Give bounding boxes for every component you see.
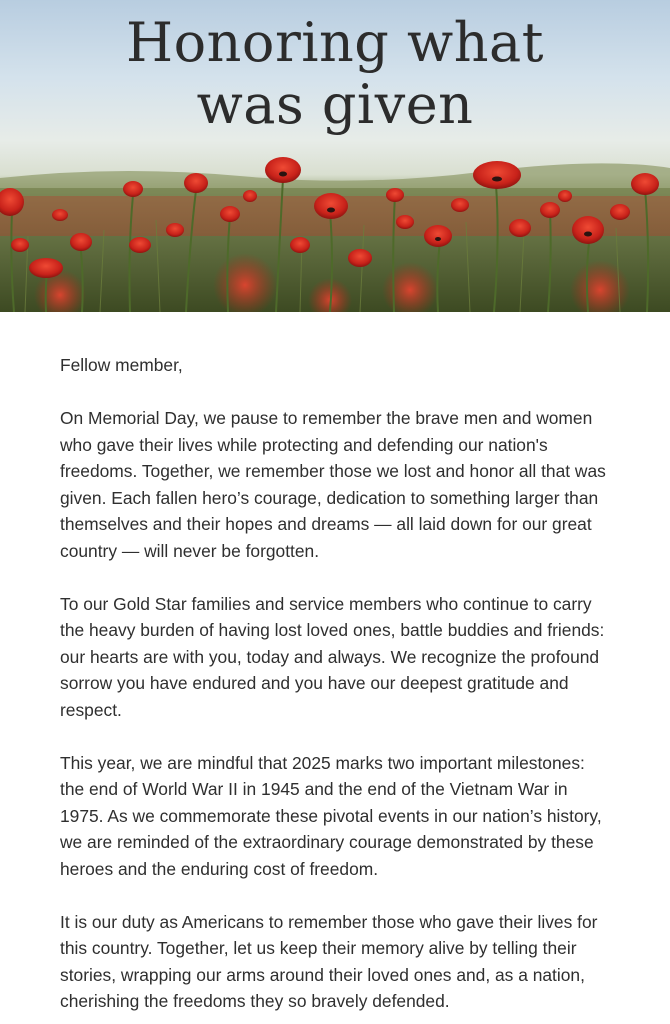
hero-title-line-1: Honoring what [126, 11, 544, 74]
letter-body [0, 312, 670, 1015]
letter-greeting: Fellow member, [60, 355, 183, 375]
hero-title-line-2: was given [196, 73, 474, 136]
letter-paragraph: This year, we are mindful that 2025 marks two important milestones: the end of World War II in 1945 and the end of the Vietnam War in 1975. As we commemorate these pivotal events in our nation’s history, we are reminded of the extraordinary courage demonstrated by these heroes and the enduring cost of freedom. [60, 752, 602, 879]
hero-title [0, 12, 670, 136]
letter-paragraph: To our Gold Star families and service members who continue to carry the heavy burden of having lost loved ones, battle buddies and friends: our hearts are with you, today and always. We recognize the profound sorrow you have endured and you have our deepest gratitude and respect. [60, 593, 605, 720]
letter-paragraph: It is our duty as Americans to remember those who gave their lives for this country. Together, let us keep their memory alive by telling their stories, wrapping our arms around their loved ones and, as a nation, cherishing the freedoms they so bravely defended. [60, 911, 598, 1011]
hero-banner [0, 0, 670, 312]
letter-paragraph: On Memorial Day, we pause to remember the brave men and women who gave their lives while protecting and defending our nation's freedoms. Together, we remember those we lost and honor all that was given. Each fallen hero’s courage, dedication to something larger than themselves and their hopes and dreams — all laid down for our great country — will never be forgotten. [60, 408, 606, 561]
